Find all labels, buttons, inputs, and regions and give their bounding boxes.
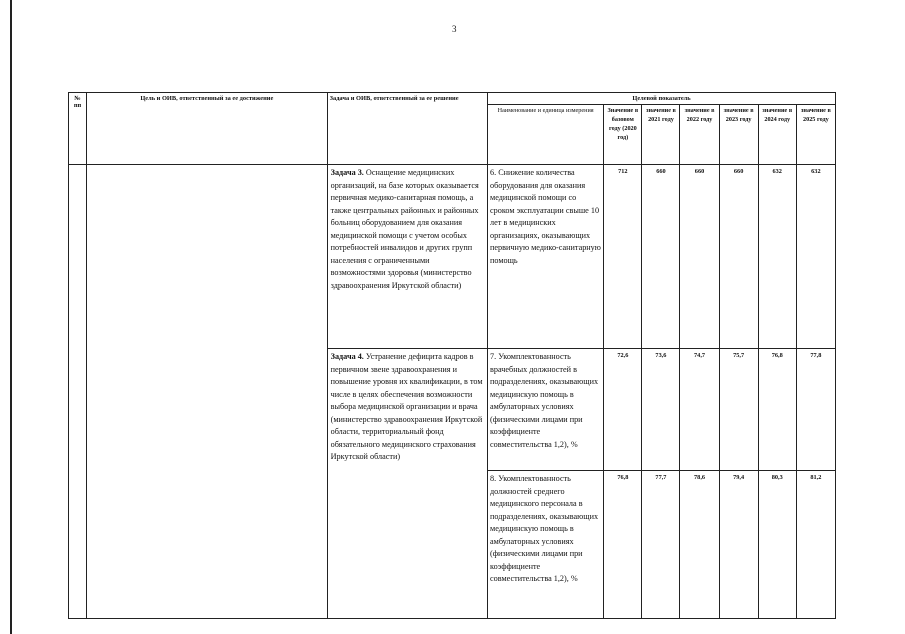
task-text: Устранение дефицита кадров в первичном звене здравоохранения и повышение уровня их квалификации, в том числе в целях обеспечения возможности выбора медицинской организации и врача (министерство здравоохранения Иркутской области, территориальный фонд обязательного медицинского страхования Иркутской области) (330, 352, 483, 462)
header-task: Задача и ОИВ, ответственный за ее решение (327, 93, 487, 165)
value-cell: 78,6 (680, 471, 719, 619)
value-cell: 76,8 (758, 349, 796, 471)
value-cell: 73,6 (642, 349, 680, 471)
task-text: Оснащение медицинских организаций, на базе которых оказывается первичная медико-санитарная помощь, а также центральных районных и районных больниц оборудованием для оказания медицинской помощи с учетом особых потребностей инвалидов и других групп населения с ограниченными возможностями здоровья (министерство здравоохранения Иркутской области) (330, 168, 479, 290)
value-cell: 632 (758, 165, 796, 349)
indicator-table (68, 92, 836, 619)
goal-cell (87, 165, 328, 619)
header-base-year: Значение в базовом году (2020 год) (604, 105, 642, 165)
header-goal: Цель и ОИВ, ответственный за ее достижение (87, 93, 328, 165)
header-2021: значение в 2021 году (642, 105, 680, 165)
header-2023: значение в 2023 году (719, 105, 758, 165)
task-cell (327, 165, 487, 349)
value-cell: 79,4 (719, 471, 758, 619)
value-cell: 72,6 (604, 349, 642, 471)
value-cell: 74,7 (680, 349, 719, 471)
num-cell (69, 165, 87, 619)
header-2022: значение в 2022 году (680, 105, 719, 165)
task-title: Задача 4. (330, 352, 364, 362)
indicator-name: 7. Укомплектованность врачебных должностей в подразделениях, оказывающих медицинскую помощь в амбулаторных условиях (физическими лицами при коэффициенте совместительства 1,2), % (488, 349, 604, 471)
value-cell: 80,3 (758, 471, 796, 619)
table-row (69, 165, 836, 349)
value-cell: 77,8 (796, 349, 835, 471)
value-cell: 77,7 (642, 471, 680, 619)
value-cell: 660 (680, 165, 719, 349)
value-cell: 76,8 (604, 471, 642, 619)
header-name-unit: Наименование и единица измерения (488, 105, 604, 165)
scan-edge (10, 0, 12, 634)
value-cell: 660 (642, 165, 680, 349)
indicator-name: 8. Укомплектованность должностей среднего медицинского персонала в подразделениях, оказывающих медицинскую помощь в амбулаторных условиях (физическими лицами при коэффициенте совместительства 1,2), % (488, 471, 604, 619)
page-number: 3 (452, 24, 457, 34)
header-2024: значение в 2024 году (758, 105, 796, 165)
value-cell: 712 (604, 165, 642, 349)
value-cell: 81,2 (796, 471, 835, 619)
header-num: № пп (69, 93, 87, 165)
value-cell: 632 (796, 165, 835, 349)
value-cell: 660 (719, 165, 758, 349)
task-title: Задача 3. (330, 168, 364, 178)
task-cell (327, 349, 487, 619)
header-2025: значение в 2025 году (796, 105, 835, 165)
header-target: Целевой показатель (488, 93, 836, 105)
indicator-name: 6. Снижение количества оборудования для оказания медицинской помощи со сроком эксплуатации свыше 10 лет в медицинских организациях, оказывающих первичную медико-санитарную помощь (488, 165, 604, 349)
value-cell: 75,7 (719, 349, 758, 471)
